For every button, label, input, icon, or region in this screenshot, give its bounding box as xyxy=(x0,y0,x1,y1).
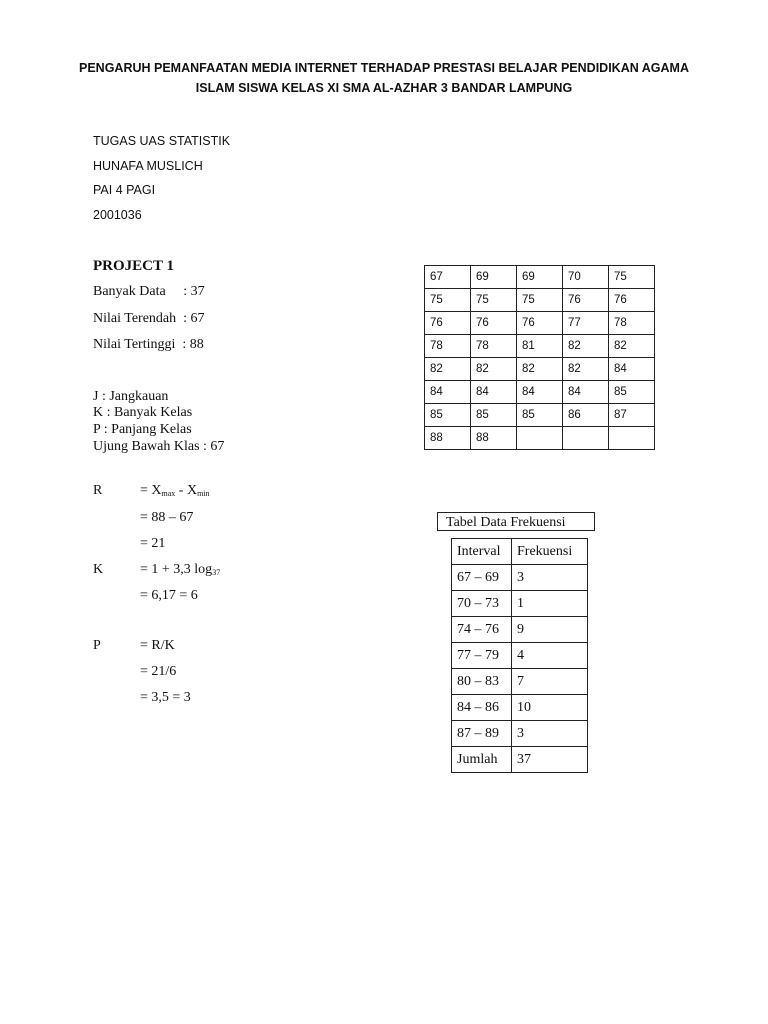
table-cell: 82 xyxy=(563,358,609,381)
table-cell: 85 xyxy=(609,381,655,404)
table-row xyxy=(425,266,655,289)
table-cell: 69 xyxy=(517,266,563,289)
table-cell: 78 xyxy=(425,335,471,358)
table-cell: 75 xyxy=(425,289,471,312)
table-header-row xyxy=(452,539,588,565)
table-cell: 86 xyxy=(563,404,609,427)
table-row xyxy=(425,381,655,404)
table-cell: 84 xyxy=(517,381,563,404)
table-cell: 82 xyxy=(471,358,517,381)
table-row xyxy=(452,565,588,591)
table-row xyxy=(425,335,655,358)
p-label: P xyxy=(93,638,101,653)
table-cell: 88 xyxy=(425,427,471,450)
table-row xyxy=(425,404,655,427)
table-cell: 88 xyxy=(471,427,517,450)
table-cell: 84 xyxy=(425,381,471,404)
r-line-2: = 88 – 67 xyxy=(140,510,194,525)
table-row xyxy=(425,427,655,450)
table-cell: 82 xyxy=(563,335,609,358)
table-cell: 82 xyxy=(425,358,471,381)
freq-table-title: Tabel Data Frekuensi xyxy=(437,512,595,531)
banyak-data: Banyak Data : 37 xyxy=(93,284,205,299)
interval-cell: 67 – 69 xyxy=(452,565,512,591)
k-formula-main: = 1 + 3,3 log xyxy=(140,562,213,577)
table-cell: 82 xyxy=(517,358,563,381)
r-sub-min: min xyxy=(197,489,210,498)
r-sub-max: max xyxy=(161,489,176,498)
table-cell: 76 xyxy=(563,289,609,312)
legend-j: J : Jangkauan xyxy=(93,389,169,404)
table-cell: 76 xyxy=(609,289,655,312)
table-cell: 85 xyxy=(471,404,517,427)
title-line-1: PENGARUH PEMANFAATAN MEDIA INTERNET TERHADAP PRESTASI BELAJAR PENDIDIKAN AGAMA xyxy=(79,61,689,75)
r-formula-minus: - X xyxy=(175,483,198,498)
frequency-table xyxy=(451,538,588,773)
raw-data-table xyxy=(424,265,655,450)
course-label: TUGAS UAS STATISTIK xyxy=(93,134,231,148)
k-line-2: = 6,17 = 6 xyxy=(140,588,198,603)
r-label: R xyxy=(93,483,103,498)
frequency-cell: 1 xyxy=(512,591,588,617)
legend-k: K : Banyak Kelas xyxy=(93,405,193,420)
table-cell: 78 xyxy=(471,335,517,358)
table-cell: 75 xyxy=(609,266,655,289)
table-row xyxy=(452,695,588,721)
class-label: PAI 4 PAGI xyxy=(93,183,156,197)
table-row xyxy=(452,669,588,695)
table-row xyxy=(452,721,588,747)
p-line-1: = R/K xyxy=(140,638,175,653)
table-cell: 85 xyxy=(425,404,471,427)
table-row xyxy=(452,591,588,617)
p-line-3: = 3,5 = 3 xyxy=(140,690,191,705)
total-label: Jumlah xyxy=(452,747,512,773)
table-cell: 77 xyxy=(563,312,609,335)
table-cell xyxy=(563,427,609,450)
table-cell: 78 xyxy=(609,312,655,335)
r-formula xyxy=(140,483,210,499)
header-interval: Interval xyxy=(452,539,512,565)
table-cell xyxy=(609,427,655,450)
r-formula-prefix: = X xyxy=(140,483,162,498)
document-title xyxy=(60,58,708,98)
table-cell: 76 xyxy=(517,312,563,335)
table-cell: 84 xyxy=(471,381,517,404)
student-id: 2001036 xyxy=(93,208,142,222)
k-sub: 37 xyxy=(212,568,221,577)
r-line-3: = 21 xyxy=(140,536,166,551)
frequency-cell: 9 xyxy=(512,617,588,643)
interval-cell: 77 – 79 xyxy=(452,643,512,669)
frequency-cell: 3 xyxy=(512,721,588,747)
frequency-cell: 7 xyxy=(512,669,588,695)
table-cell: 76 xyxy=(471,312,517,335)
total-value: 37 xyxy=(512,747,588,773)
frequency-cell: 4 xyxy=(512,643,588,669)
header-frekuensi: Frekuensi xyxy=(512,539,588,565)
table-cell: 76 xyxy=(425,312,471,335)
table-cell: 69 xyxy=(471,266,517,289)
table-total-row xyxy=(452,747,588,773)
table-cell: 75 xyxy=(471,289,517,312)
title-line-2: ISLAM SISWA KELAS XI SMA AL-AZHAR 3 BANDAR LAMPUNG xyxy=(195,81,573,95)
interval-cell: 84 – 86 xyxy=(452,695,512,721)
table-cell: 67 xyxy=(425,266,471,289)
table-row xyxy=(425,289,655,312)
table-cell: 84 xyxy=(563,381,609,404)
nilai-terendah: Nilai Terendah : 67 xyxy=(93,311,205,326)
table-row xyxy=(425,312,655,335)
frequency-cell: 10 xyxy=(512,695,588,721)
table-cell xyxy=(517,427,563,450)
interval-cell: 80 – 83 xyxy=(452,669,512,695)
table-cell: 82 xyxy=(609,335,655,358)
table-row xyxy=(425,358,655,381)
nilai-tertinggi: Nilai Tertinggi : 88 xyxy=(93,337,204,352)
table-cell: 87 xyxy=(609,404,655,427)
student-name: HUNAFA MUSLICH xyxy=(93,159,203,173)
table-cell: 75 xyxy=(517,289,563,312)
table-cell: 85 xyxy=(517,404,563,427)
legend-p: P : Panjang Kelas xyxy=(93,422,192,437)
project-heading: PROJECT 1 xyxy=(93,258,174,274)
interval-cell: 70 – 73 xyxy=(452,591,512,617)
frequency-cell: 3 xyxy=(512,565,588,591)
p-line-2: = 21/6 xyxy=(140,664,177,679)
table-row xyxy=(452,617,588,643)
k-label: K xyxy=(93,562,104,577)
table-cell: 81 xyxy=(517,335,563,358)
table-row xyxy=(452,643,588,669)
interval-cell: 74 – 76 xyxy=(452,617,512,643)
table-cell: 84 xyxy=(609,358,655,381)
table-cell: 70 xyxy=(563,266,609,289)
legend-ujung: Ujung Bawah Klas : 67 xyxy=(93,439,225,454)
k-formula xyxy=(140,562,220,578)
interval-cell: 87 – 89 xyxy=(452,721,512,747)
